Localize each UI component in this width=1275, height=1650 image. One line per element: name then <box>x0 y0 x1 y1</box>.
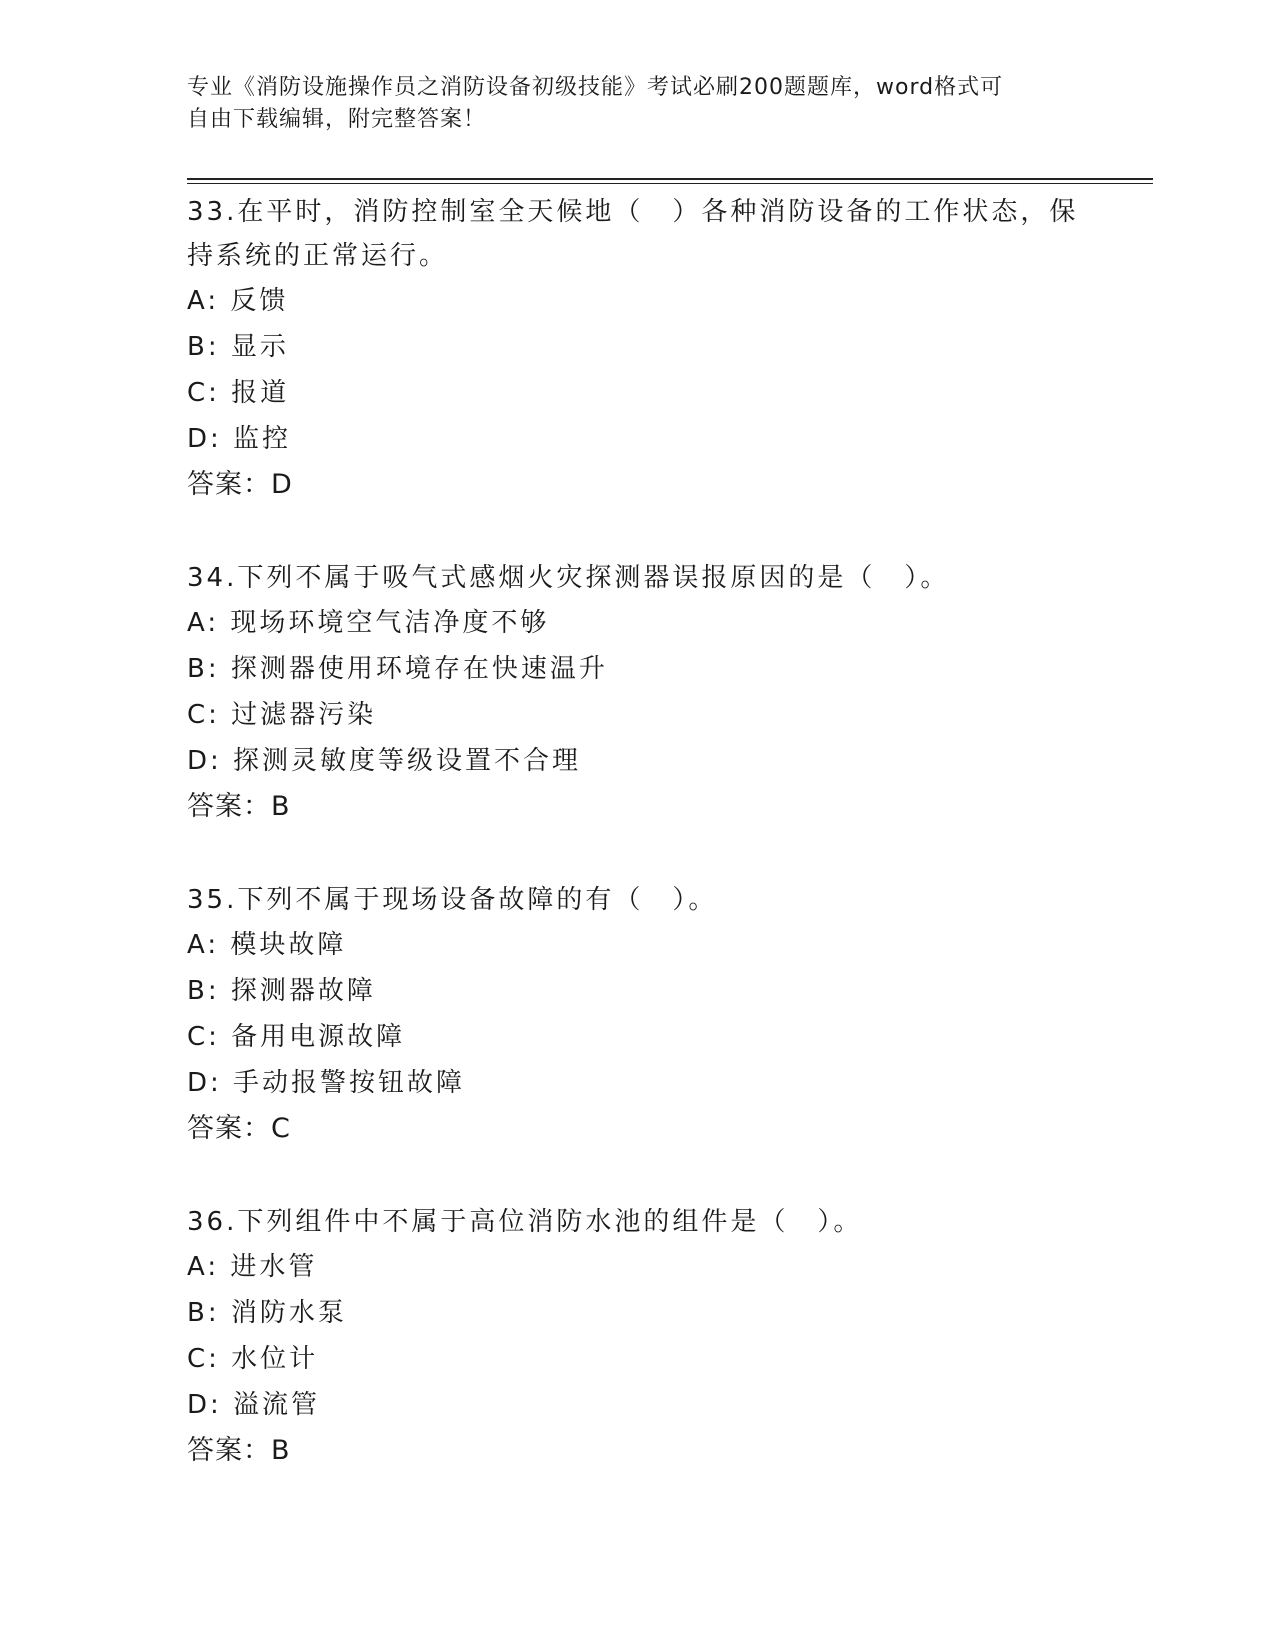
option-d: D: 手动报警按钮故障 <box>187 1068 466 1098</box>
option-d: D: 溢流管 <box>187 1390 321 1420</box>
question-stem-line: 36.下列组件中不属于高位消防水池的组件是（ ）。 <box>187 1207 863 1237</box>
option-c: C: 报道 <box>187 378 290 408</box>
header-line-2: 自由下载编辑，附完整答案！ <box>187 107 487 132</box>
header-line-1: 专业《消防设施操作员之消防设备初级技能》考试必刷200题题库，word格式可 <box>187 75 1004 100</box>
option-a: A: 进水管 <box>187 1252 318 1282</box>
option-b: B: 探测器使用环境存在快速温升 <box>187 654 608 684</box>
answer: 答案：D <box>187 469 293 500</box>
option-d: D: 探测灵敏度等级设置不合理 <box>187 746 582 776</box>
option-b: B: 显示 <box>187 332 289 362</box>
option-c: C: 备用电源故障 <box>187 1022 406 1052</box>
header-divider-thin <box>187 183 1153 184</box>
question-34 <box>187 556 1087 830</box>
option-d: D: 监控 <box>187 424 292 454</box>
question-stem-line: 持系统的正常运行。 <box>187 241 449 271</box>
option-c: C: 水位计 <box>187 1344 319 1374</box>
option-a: A: 反馈 <box>187 286 289 316</box>
option-a: A: 模块故障 <box>187 930 347 960</box>
option-b: B: 探测器故障 <box>187 976 376 1006</box>
question-stem <box>187 1200 1087 1244</box>
answer: 答案：B <box>187 791 291 822</box>
question-stem <box>187 556 1087 600</box>
option-b: B: 消防水泵 <box>187 1298 347 1328</box>
document-header <box>187 72 1087 136</box>
question-stem-line: 34.下列不属于吸气式感烟火灾探测器误报原因的是（ ）。 <box>187 563 950 593</box>
question-36 <box>187 1200 1087 1474</box>
question-stem-line: 35.下列不属于现场设备故障的有（ ）。 <box>187 885 718 915</box>
question-stem <box>187 190 1087 278</box>
header-divider-thick <box>187 178 1153 180</box>
answer: 答案：C <box>187 1113 291 1144</box>
question-33 <box>187 190 1087 508</box>
question-stem-line: 33.在平时，消防控制室全天候地（ ）各种消防设备的工作状态，保 <box>187 197 1079 227</box>
question-stem <box>187 878 1087 922</box>
question-35 <box>187 878 1087 1152</box>
answer: 答案：B <box>187 1435 291 1466</box>
question-list <box>187 190 1087 1522</box>
option-a: A: 现场环境空气洁净度不够 <box>187 608 550 638</box>
option-c: C: 过滤器污染 <box>187 700 377 730</box>
